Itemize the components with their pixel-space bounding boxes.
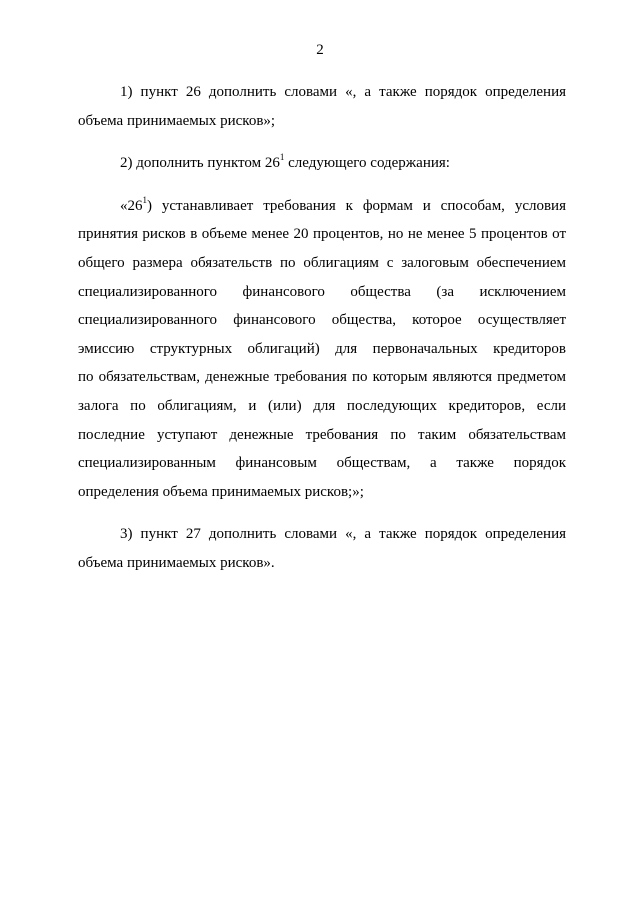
- item-3-paragraph: [78, 520, 566, 577]
- text-line: последние уступают денежные требования по таким обязательствам: [78, 426, 566, 443]
- text-line: залога по облигациям, и (или) для последующих кредиторов, если: [78, 397, 566, 414]
- superscript: 1: [279, 152, 285, 163]
- item-2-suffix: следующего содержания:: [284, 155, 450, 172]
- item-2-prefix: 2) дополнить пунктом 26: [120, 155, 280, 172]
- text-line: эмиссию структурных облигаций) для первоначальных кредиторов: [78, 340, 566, 357]
- text-line: по обязательствам, денежные требования по которым являются предметом: [78, 369, 566, 386]
- quote-line1-rest: ) устанавливает требования к формам и способам, условия: [147, 197, 566, 214]
- page-number: 2: [316, 42, 324, 58]
- quote-open: «26: [120, 197, 143, 214]
- text-line: объема принимаемых рисков»;: [78, 112, 276, 129]
- text-line: 3) пункт 27 дополнить словами «, а также порядок определения: [120, 526, 566, 543]
- text-line: принятия рисков в объеме менее 20 процентов, но не менее 5 процентов от: [78, 226, 566, 243]
- document-body: [78, 78, 566, 592]
- text-line: общего размера обязательств по облигациям с залоговым обеспечением: [78, 254, 566, 271]
- superscript: 1: [142, 194, 147, 205]
- text-line: [78, 192, 566, 221]
- item-2-paragraph: [78, 149, 566, 178]
- text-line: специализированным финансовым обществам, а также порядок: [78, 455, 566, 472]
- text-line: 1) пункт 26 дополнить словами «, а также порядок определения: [120, 84, 566, 100]
- text-line: объема принимаемых рисков».: [78, 554, 275, 571]
- quoted-paragraph: [78, 192, 566, 507]
- text-line: [78, 149, 566, 178]
- text-line: определения объема принимаемых рисков;»;: [78, 483, 364, 500]
- text-line: специализированного финансового общества, которое осуществляет: [78, 312, 566, 329]
- text-line: специализированного финансового общества (за исключением: [78, 283, 566, 300]
- item-1-paragraph: [78, 78, 566, 135]
